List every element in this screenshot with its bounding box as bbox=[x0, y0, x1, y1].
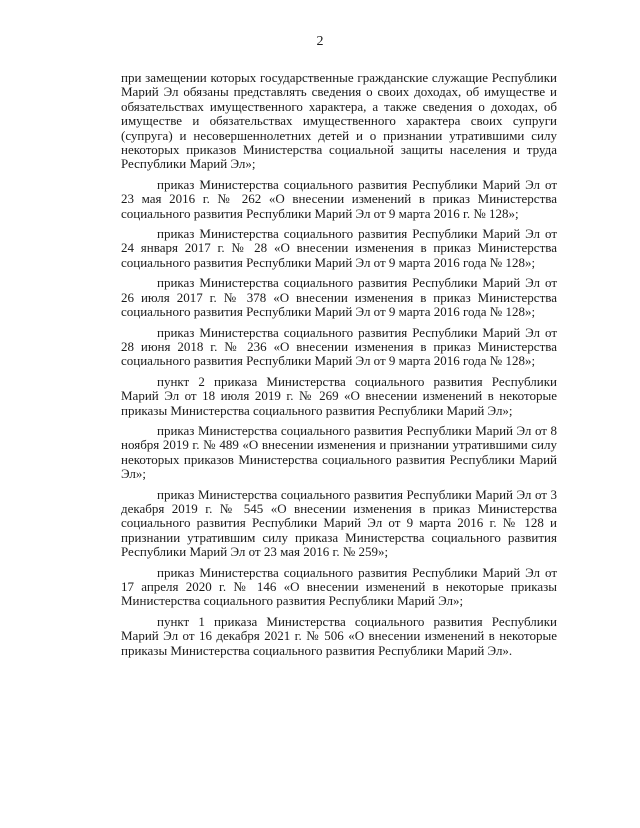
paragraph-order-378: приказ Министерства социального развития Республики Марий Эл от 26 июля 2017 г. № 378 «О внесении изменения в приказ Министерства социального развития Республики Марий Эл от 9 марта 2016 года № 128»; bbox=[121, 275, 557, 320]
paragraph-order-545: приказ Министерства социального развития Республики Марий Эл от 3 декабря 2019 г. № 545 «О внесении изменения в приказ Министерства социального развития Республики Марий Эл от 9 марта 2016 г. № 128 и признании утратившим силу приказа Министерства социального развития Республики Марий Эл от 23 мая 2016 г. № 259»; bbox=[121, 486, 557, 560]
document-body bbox=[121, 71, 557, 664]
paragraph-order-146: приказ Министерства социального развития Республики Марий Эл от 17 апреля 2020 г. № 146 «О внесении изменений в некоторые приказы Министерства социального развития Республики Марий Эл»; bbox=[121, 564, 557, 609]
paragraph-order-269: пункт 2 приказа Министерства социального развития Республики Марий Эл от 18 июля 2019 г. № 269 «О внесении изменений в некоторые приказы Министерства социального развития Республики Марий Эл»; bbox=[121, 373, 557, 418]
paragraph-order-28: приказ Министерства социального развития Республики Марий Эл от 24 января 2017 г. № 28 «О внесении изменения в приказ Министерства социального развития Республики Марий Эл от 9 марта 2016 года № 128»; bbox=[121, 226, 557, 270]
paragraph-order-489: приказ Министерства социального развития Республики Марий Эл от 8 ноября 2019 г. № 489 «О внесении изменения и признании утратившими силу некоторых приказов Министерства социального развития Республики Марий Эл»; bbox=[121, 422, 557, 482]
paragraph-order-506: пункт 1 приказа Министерства социального развития Республики Марий Эл от 16 декабря 2021 г. № 506 «О внесении изменений в некоторые приказы Министерства социального развития Республики Марий Эл». bbox=[121, 613, 557, 658]
paragraph-order-262: приказ Министерства социального развития Республики Марий Эл от 23 мая 2016 г. № 262 «О внесении изменений в приказ Министерства социального развития Республики Марий Эл от 9 марта 2016 г. № 128»; bbox=[121, 176, 557, 221]
page-number: 2 bbox=[316, 34, 324, 49]
paragraph-continuation: при замещении которых государственные гражданские служащие Республики Марий Эл обязаны представлять сведения о своих доходах, об имуществе и обязательствах имущественного характера, а также сведения о доходах, об имуществе и обязательствах имущественного характера своих супруги (супруга) и несовершеннолетних детей и о признании утратившими силу некоторых приказов Министерства социальной защиты населения и труда Республики Марий Эл»; bbox=[121, 70, 557, 172]
paragraph-order-236: приказ Министерства социального развития Республики Марий Эл от 28 июня 2018 г. № 236 «О внесении изменения в приказ Министерства социального развития Республики Марий Эл от 9 марта 2016 года № 128»; bbox=[121, 324, 557, 369]
